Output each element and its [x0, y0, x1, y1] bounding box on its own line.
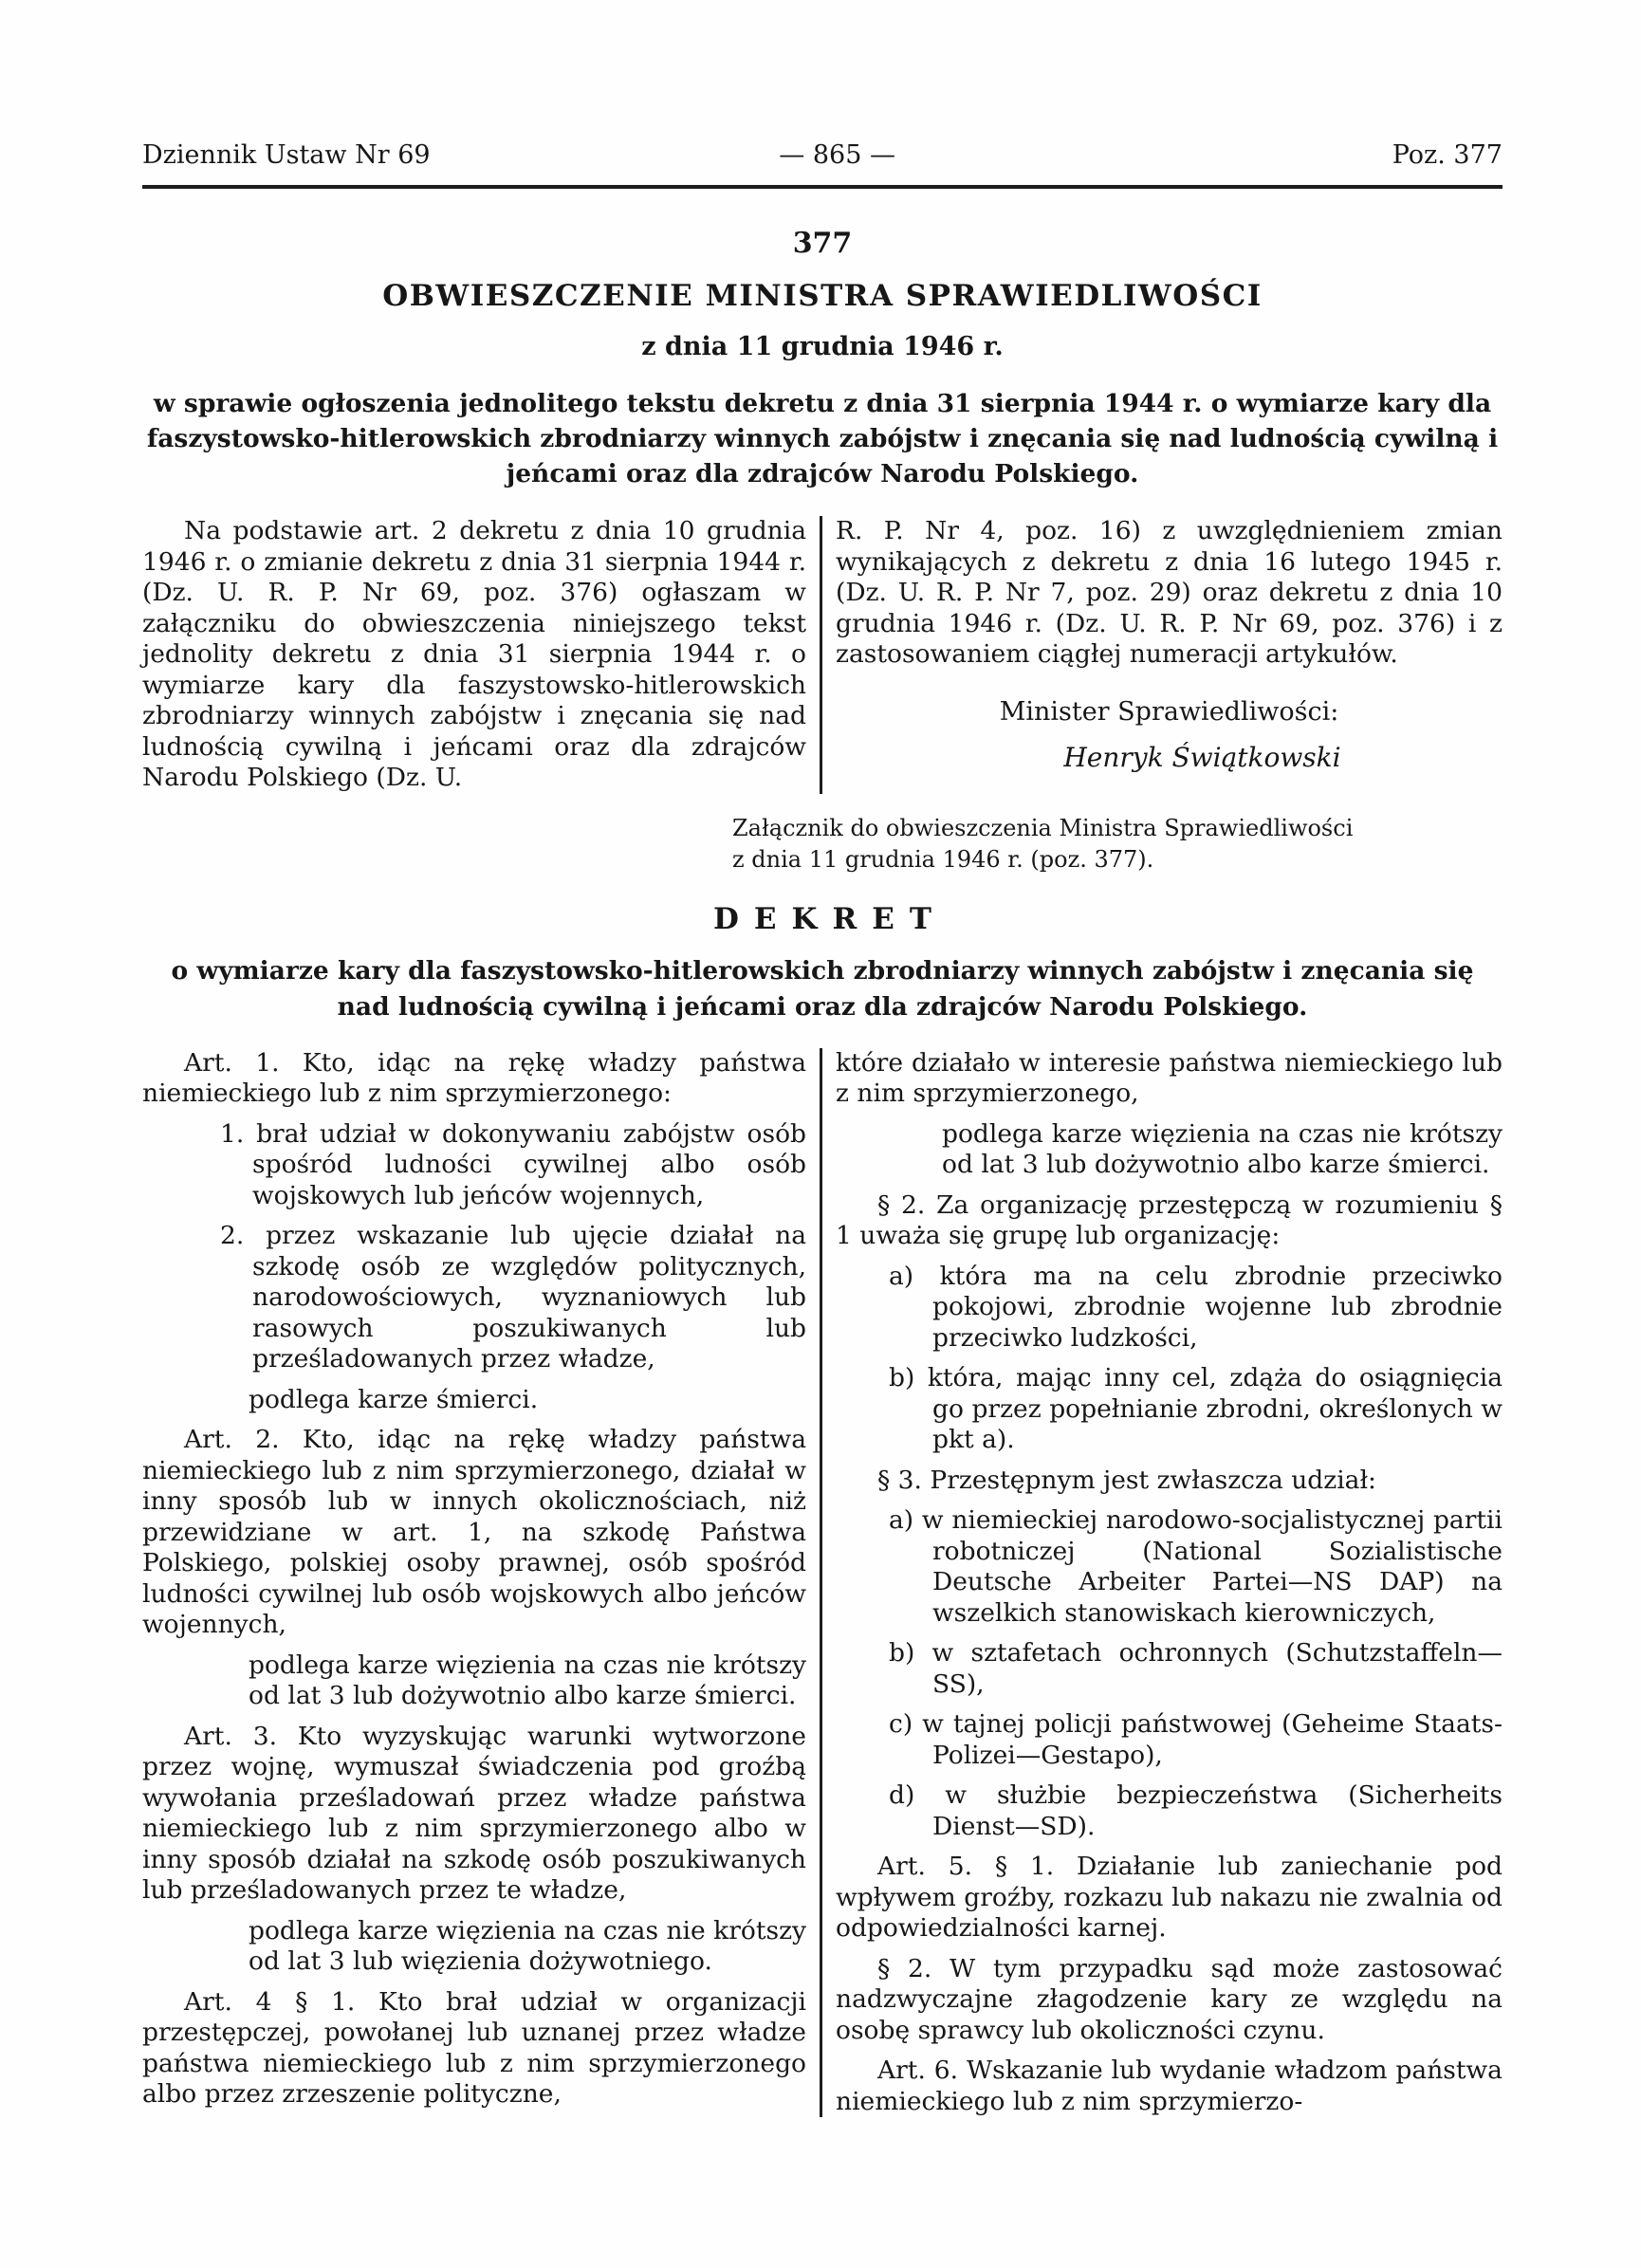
column-divider: [820, 1048, 822, 2118]
art-4-par-3: § 3. Przestępnym jest zwłaszcza udział:: [877, 1465, 1376, 1495]
decree-column-right: [836, 1048, 1503, 2118]
preamble-right-paragraph: R. P. Nr 4, poz. 16) z uwzględnieniem zmian wynikających z dekretu z dnia 16 lutego 1945 r. (Dz. U. R. P. Nr 7, poz. 29) oraz dekretu z dnia 10 grudnia 1946 r. (Dz. U. R. P. Nr 69, poz. 376) i z zastosowaniem ciągłej numeracji artykułów.: [836, 516, 1503, 669]
par-3-item-b: b) w sztafetach ochronnych (Schutzstaffeln—SS),: [889, 1638, 1503, 1699]
decree-columns: [142, 1048, 1503, 2118]
art-1-intro: Art. 1. Kto, idąc na rękę władzy państwa niemieckiego lub z nim sprzymierzonego:: [142, 1047, 806, 1108]
minister-title: Minister Sprawiedliwości:: [999, 696, 1339, 727]
art-2-penalty: podlega karze więzienia na czas nie krótszy od lat 3 lub dożywotnio albo karze śmierci.: [249, 1650, 806, 1710]
art-4-continuation: które działało w interesie państwa niemieckiego lub z nim sprzymierzonego,: [836, 1047, 1503, 1108]
notice-subject: w sprawie ogłoszenia jednolitego tekstu dekretu z dnia 31 sierpnia 1944 r. o wymiarze kary dla faszystowsko-hitlerowskich zbrodniarzy winnych zabójstw i znęcania się nad ludnością cywilną i jeńcami oraz dla zdrajców Narodu Polskiego.: [146, 389, 1499, 489]
decree-subject: o wymiarze kary dla faszystowsko-hitlerowskich zbrodniarzy winnych zabójstw i znęcania się nad ludnością cywilną i jeńcami oraz dla zdrajców Narodu Polskiego.: [171, 955, 1474, 1022]
par-2-item-a: a) która ma na celu zbrodnie przeciwko pokojowi, zbrodnie wojenne lub zbrodnie przeciwko ludzkości,: [889, 1261, 1503, 1353]
art-1-item-1: 1. brał udział w dokonywaniu zabójstw osób spośród ludności cywilnej albo osób wojskowych lub jeńców wojennych,: [220, 1118, 806, 1210]
art-6-paragraph: Art. 6. Wskazanie lub wydanie władzom państwa niemieckiego lub z nim sprzymierzo-: [836, 2056, 1503, 2116]
art-1-item-2: 2. przez wskazanie lub ujęcie działał na szkodę osób ze względów politycznych, narodowościowych, wyznaniowych lub rasowych poszukiwanych lub prześladowanych przez władze,: [220, 1221, 806, 1374]
art-4-penalty: podlega karze więzienia na czas nie krótszy od lat 3 lub dożywotnio albo karze śmierci.: [942, 1118, 1503, 1179]
preamble-column-left: [142, 516, 806, 794]
preamble-columns: [142, 516, 1503, 794]
preamble-column-right: [836, 516, 1503, 794]
art-4-par-2: § 2. Za organizację przestępczą w rozumieniu § 1 uważa się grupę lub organizację:: [836, 1189, 1503, 1250]
page-number: — 865 —: [779, 140, 895, 170]
notice-date: z dnia 11 grudnia 1946 r.: [641, 332, 1004, 361]
par-3-item-c: c) w tajnej policji państwowej (Geheime Staats-Polizei—Gestapo),: [889, 1709, 1503, 1770]
par-3-item-d: d) w służbie bezpieczeństwa (Sicherheits Dienst—SD).: [889, 1780, 1503, 1841]
position-number: Poz. 377: [1392, 140, 1503, 170]
art-2-paragraph: Art. 2. Kto, idąc na rękę władzy państwa niemieckiego lub z nim sprzymierzonego, działał w inny sposób lub w innych okolicznościach, niż przewidziane w art. 1, na szkodę Państwa Polskiego, polskiej osoby prawnej, osób spośród ludności cywilnej lub osób wojskowych albo jeńców wojennych,: [142, 1425, 806, 1639]
notice-title: OBWIESZCZENIE MINISTRA SPRAWIEDLIWOŚCI: [382, 279, 1263, 313]
par-2-item-b: b) która, mając inny cel, zdąża do osiągnięcia go przez popełnianie zbrodni, określonych w pkt a).: [889, 1363, 1503, 1454]
decree-heading: DEKRET: [713, 901, 947, 936]
decree-column-left: [142, 1048, 806, 2118]
notice-number: 377: [792, 227, 853, 260]
art-5-par-2: § 2. W tym przypadku sąd może zastosować nadzwyczajne złagodzenie kary ze względu na osobę sprawcy lub okoliczności czynu.: [836, 1953, 1503, 2045]
column-divider: [820, 516, 822, 794]
minister-signature: Henryk Świątkowski: [1063, 741, 1341, 773]
art-1-penalty: podlega karze śmierci.: [249, 1384, 539, 1414]
art-4-par-1: Art. 4 § 1. Kto brał udział w organizacji przestępczej, powołanej lub uznanej przez władze państwa niemieckiego lub z nim sprzymierzonego albo przez zrzeszenie polityczne,: [142, 1986, 806, 2109]
preamble-left-paragraph: Na podstawie art. 2 dekretu z dnia 10 grudnia 1946 r. o zmianie dekretu z dnia 31 sierpnia 1944 r. (Dz. U. R. P. Nr 69, poz. 376) ogłaszam w załączniku do obwieszczenia niniejszego tekst jednolity dekretu z dnia 31 sierpnia 1944 r. o wymiarze kary dla faszystowsko-hitlerowskich zbrodniarzy winnych zabójstw i znęcania się nad ludnością cywilną i jeńcami oraz dla zdrajców Narodu Polskiego (Dz. U.: [142, 516, 806, 792]
attachment-note: [732, 813, 1503, 876]
attachment-note-line2: z dnia 11 grudnia 1946 r. (poz. 377).: [732, 845, 1154, 873]
header-rule: [142, 185, 1503, 189]
running-head: [142, 140, 1503, 170]
art-3-paragraph: Art. 3. Kto wyzyskując warunki wytworzone przez wojnę, wymuszał świadczenia pod groźbą wywołania prześladowań przez władze państwa niemieckiego lub z nim sprzymierzonego albo w inny sposób działał na szkodę osób poszukiwanych lub prześladowanych przez te władze,: [142, 1721, 806, 1905]
art-5-par-1: Art. 5. § 1. Działanie lub zaniechanie pod wpływem groźby, rozkazu lub nakazu nie zwalnia od odpowiedzialności karnej.: [836, 1852, 1503, 1943]
attachment-note-line1: Załącznik do obwieszczenia Ministra Sprawiedliwości: [732, 814, 1354, 841]
par-3-item-a: a) w niemieckiej narodowo-socjalistycznej partii robotniczej (National Sozialistische Deutsche Arbeiter Partei—NS DAP) na wszelkich stanowiskach kierowniczych,: [889, 1505, 1503, 1628]
journal-title: Dziennik Ustaw Nr 69: [142, 140, 431, 170]
art-3-penalty: podlega karze więzienia na czas nie krótszy od lat 3 lub więzienia dożywotniego.: [249, 1915, 806, 1976]
